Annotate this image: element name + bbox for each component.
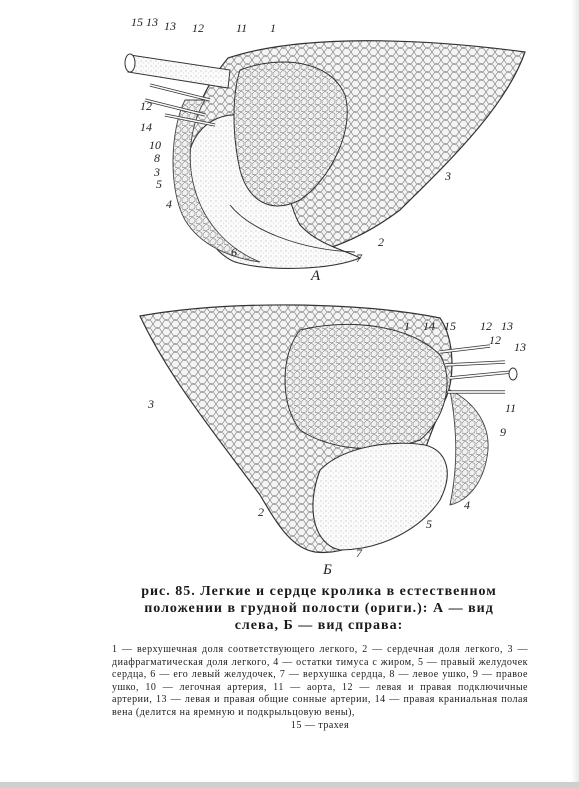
label-bottom-14: 14: [423, 319, 435, 333]
view-label-a: А: [311, 268, 321, 284]
label-bottom-1: 1: [404, 319, 410, 333]
caption-line-2: положении в грудной полости (ориги.): А — вид: [144, 601, 494, 616]
label-top-13a: 13: [146, 15, 158, 29]
label-top-15: 15: [131, 15, 143, 29]
label-bottom-2: 2: [258, 505, 264, 519]
label-top-3a: 3: [154, 165, 160, 179]
label-top-1: 1: [270, 21, 276, 35]
heart-right-view: [313, 443, 447, 550]
figure-bottom: [140, 305, 526, 578]
label-top-6: 6: [231, 245, 237, 259]
label-bottom-3: 3: [148, 397, 154, 411]
lung-right-upper-lobe: [285, 324, 447, 448]
label-top-4: 4: [166, 197, 172, 211]
label-top-2: 2: [378, 235, 384, 249]
label-bottom-13: 13: [501, 319, 513, 333]
label-top-7: 7: [356, 251, 362, 265]
trachea-cut-bottom: [509, 368, 517, 380]
label-top-12: 12: [192, 21, 204, 35]
trachea-top: [128, 55, 230, 88]
label-top-5: 5: [156, 177, 162, 191]
label-top-14: 14: [140, 120, 152, 134]
label-top-3b: 3: [445, 169, 451, 183]
label-bottom-5: 5: [426, 517, 432, 531]
label-bottom-15: 15: [444, 319, 456, 333]
label-top-13b: 13: [164, 19, 176, 33]
view-label-b: Б: [323, 562, 332, 578]
trachea-cut-top: [125, 54, 135, 72]
thymus-right: [450, 390, 488, 505]
label-top-8: 8: [154, 151, 160, 165]
legend-last-item: 15 — трахея: [290, 719, 350, 731]
legend-text: 1 — верхушечная доля соответствующего легкого, 2 — сердечная доля легкого, 3 — диафрагматическая доля легкого, 4 — остатки тимуса с жиром, 5 — правый желудочек сердца, 6 — его левый желудочек, 7 — верхушка сердца, 8 — левое ушко, 9 — правое ушко, 10 — легочная артерия, 11 — аорта, 12 — левая и правая подключичные артерии, 13 — левая и правая общие сонные артерии, 14 — правая краниальная полая вена (делится на яремную и подкрыльцовую вены),: [112, 644, 528, 718]
label-top-12b: 12: [140, 99, 152, 113]
page-bottom-edge: [0, 782, 579, 788]
label-bottom-13b: 13: [514, 340, 526, 354]
label-bottom-4: 4: [464, 498, 470, 512]
figure-legend: [112, 644, 528, 732]
label-bottom-11: 11: [505, 401, 517, 415]
label-bottom-12b: 12: [489, 333, 501, 347]
figure-caption: [118, 583, 520, 634]
caption-line-1: рис. 85. Легкие и сердце кролика в естественном: [141, 584, 497, 599]
label-bottom-7: 7: [356, 546, 362, 560]
label-top-10: 10: [149, 138, 161, 152]
caption-line-3: слева, Б — вид справа:: [234, 618, 404, 633]
figure-top: [125, 15, 525, 284]
label-bottom-9: 9: [500, 425, 506, 439]
page-edge-shadow: [571, 0, 579, 788]
label-top-11: 11: [236, 21, 248, 35]
label-bottom-12: 12: [480, 319, 492, 333]
